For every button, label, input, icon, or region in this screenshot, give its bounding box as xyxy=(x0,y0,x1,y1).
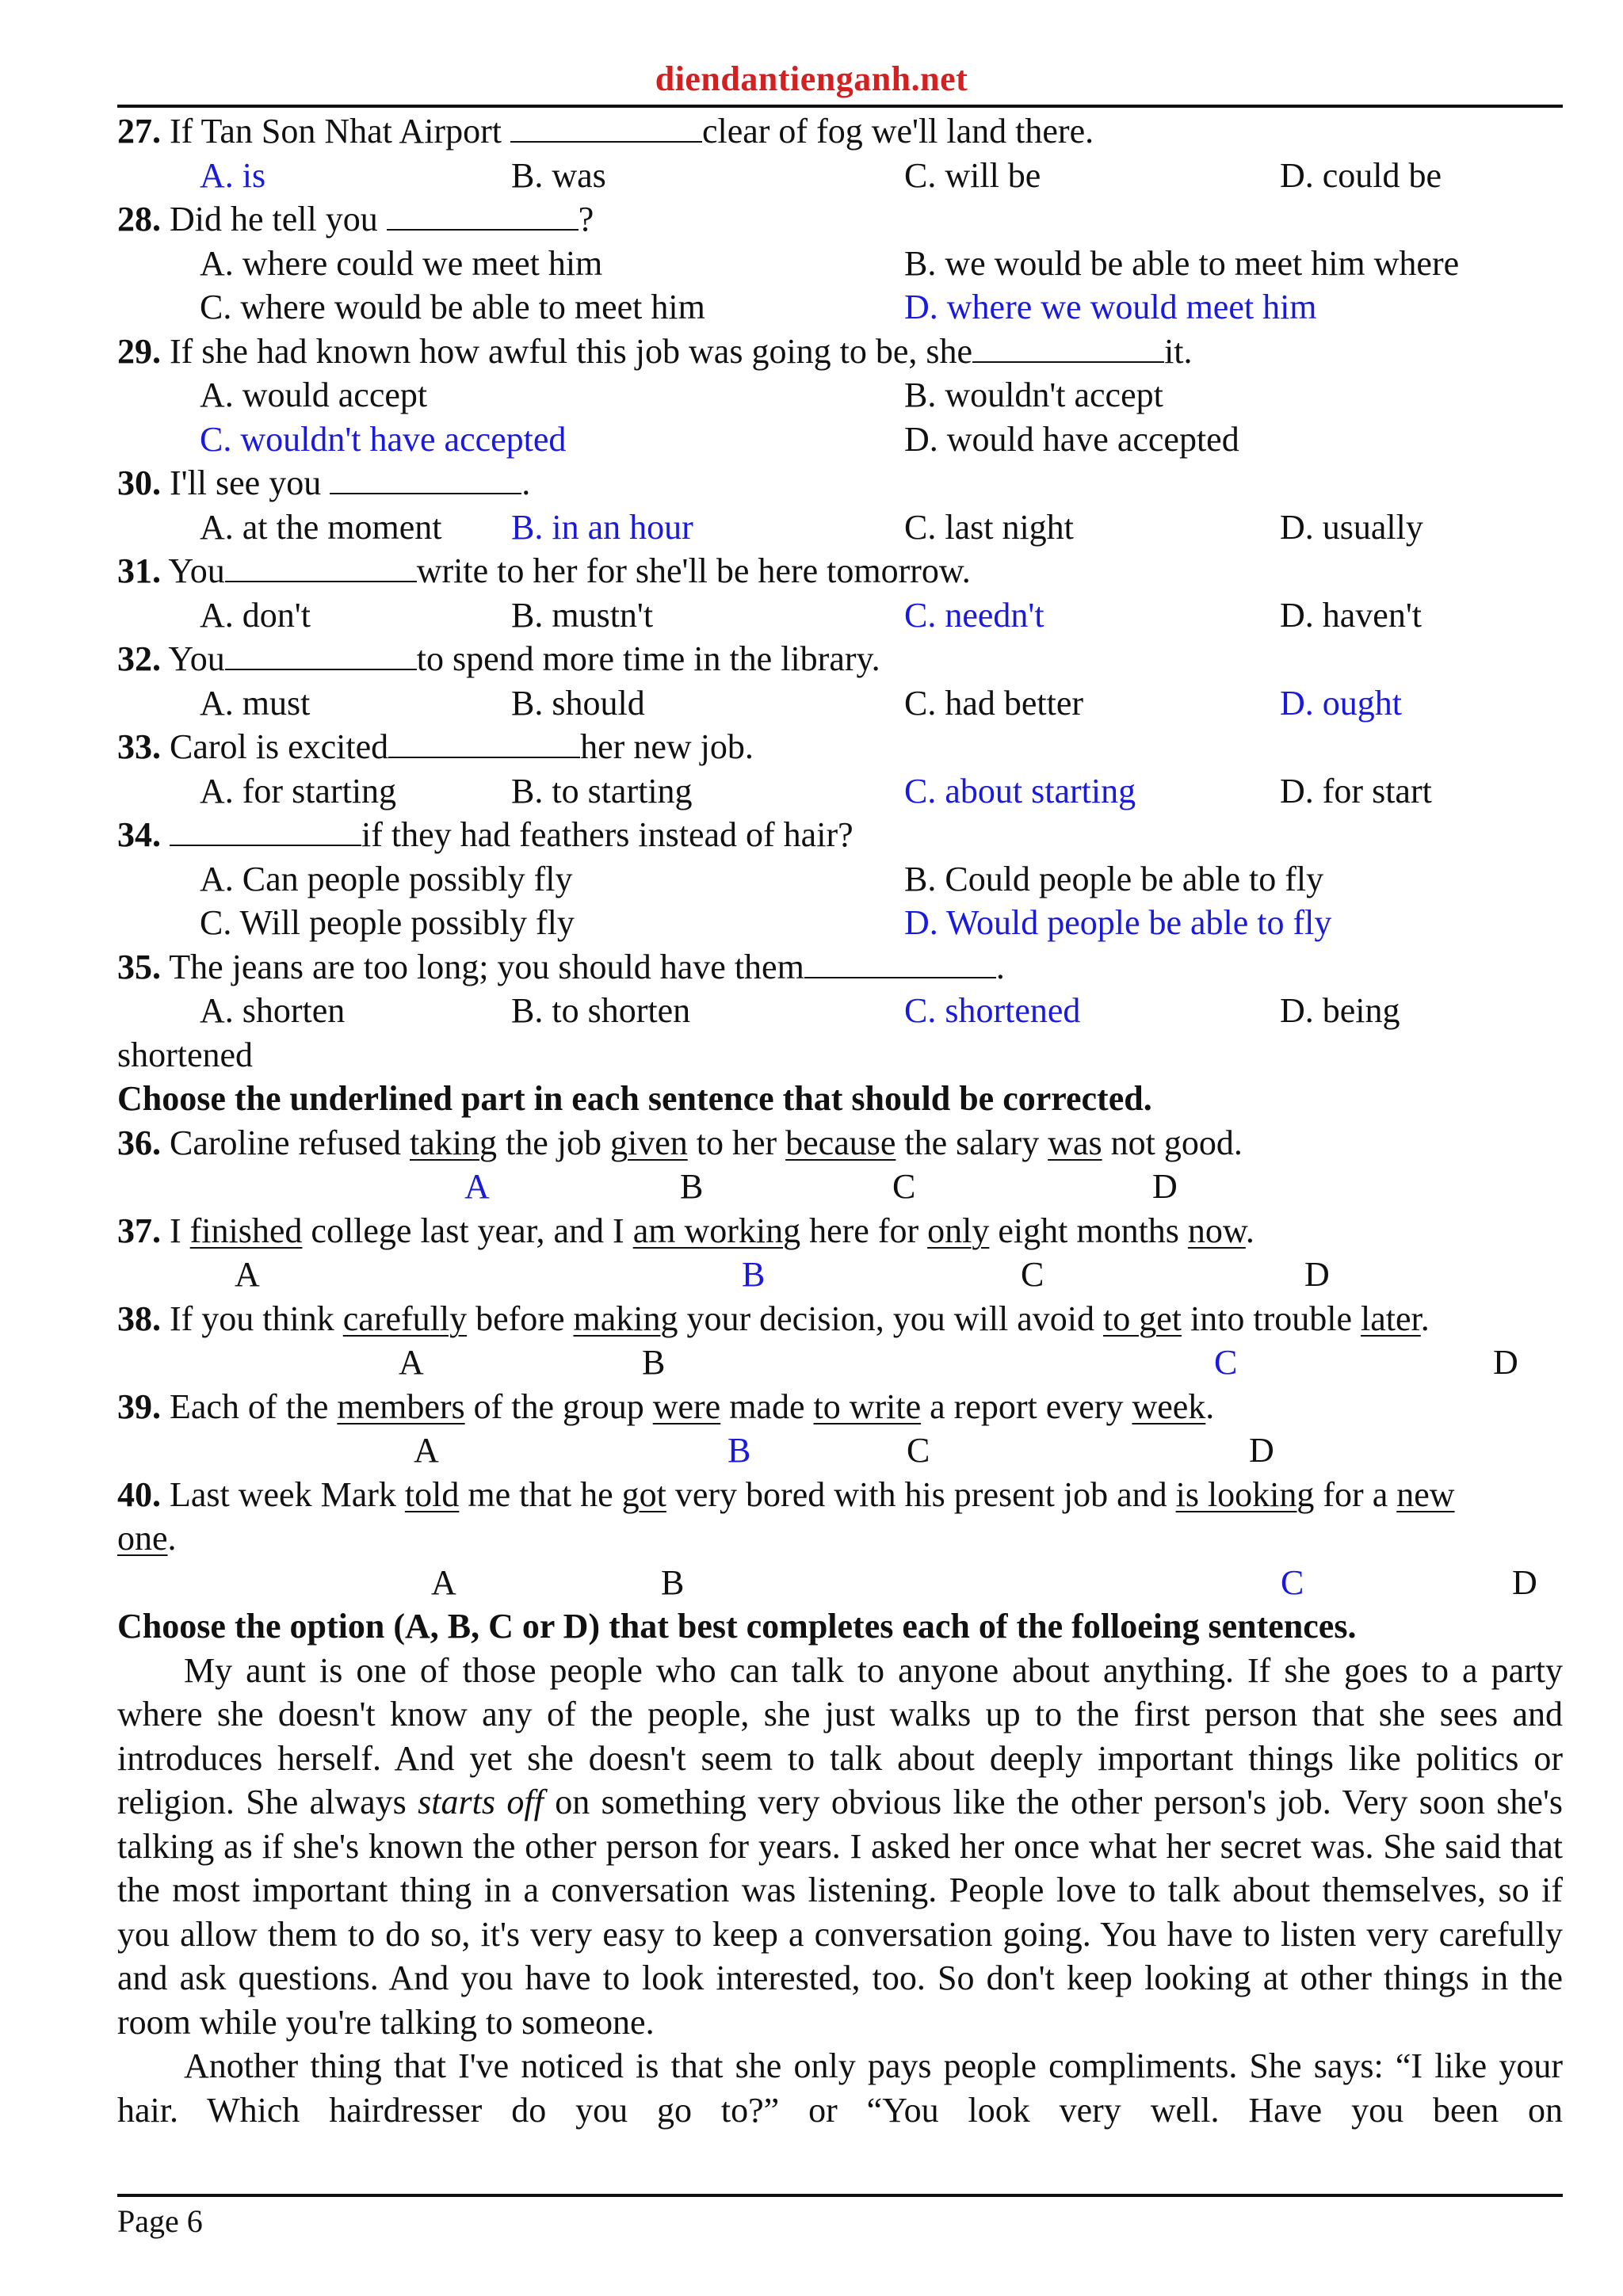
question-number: 28. xyxy=(117,200,161,238)
question-29: 29. If she had known how awful this job was going to be, she it. xyxy=(117,331,1193,371)
option-c: C. where would be able to meet him xyxy=(200,288,705,326)
option-c: C. had better xyxy=(904,683,1084,723)
options-28-cd xyxy=(117,285,1563,330)
option-c: C. about starting xyxy=(904,771,1136,810)
letter-b: B xyxy=(642,1343,666,1382)
underlined-part-c: because xyxy=(785,1123,896,1162)
letters-39 xyxy=(117,1428,1563,1473)
option-d: D. where we would meet him xyxy=(904,288,1317,326)
underlined-part-b: making xyxy=(573,1299,678,1338)
options-32 xyxy=(117,681,1563,726)
underlined-part-a: taking xyxy=(410,1123,497,1162)
underlined-part-d: week xyxy=(1132,1386,1206,1426)
question-34: 34. if they had feathers instead of hair? xyxy=(117,815,854,854)
letter-d: D xyxy=(1152,1167,1178,1206)
question-30: 30. I'll see you . xyxy=(117,463,531,502)
answer-blank xyxy=(972,331,1164,363)
options-28-ab xyxy=(117,242,1563,286)
option-d: D. for start xyxy=(1280,771,1432,810)
options-34-cd xyxy=(117,901,1563,945)
option-a: A. is xyxy=(200,155,266,195)
passage-paragraph-2: Another thing that I've noticed is that she only pays people compliments. She says: “I like your hair. Which hairdresser do you go to?” or “You look very well. Have you been on xyxy=(117,2046,1563,2130)
option-b: B. to shorten xyxy=(511,991,691,1030)
question-number: 30. xyxy=(117,463,161,502)
emphasized-phrase: starts off xyxy=(418,1783,544,1821)
question-number: 33. xyxy=(117,727,161,766)
letters-40 xyxy=(117,1561,1563,1605)
option-a: A. don't xyxy=(200,595,311,635)
answer-blank xyxy=(225,639,417,670)
options-33 xyxy=(117,769,1563,814)
option-d: D. being xyxy=(1280,991,1400,1030)
option-b: B. Could people be able to fly xyxy=(904,859,1324,898)
underlined-part-d: later xyxy=(1361,1299,1421,1338)
underlined-part-a: finished xyxy=(189,1211,303,1250)
site-title: diendantienganh.net xyxy=(655,59,968,98)
letter-a: A xyxy=(464,1167,490,1206)
question-number: 40. xyxy=(117,1474,161,1514)
underlined-part-c: is looking xyxy=(1175,1474,1315,1514)
question-number: 29. xyxy=(117,331,161,371)
question-35: 35. The jeans are too long; you should have them . xyxy=(117,947,1005,986)
letter-d: D xyxy=(1493,1343,1518,1382)
underlined-part-c: to write xyxy=(813,1386,922,1426)
question-36: 36. Caroline refused taking the job given to her because the salary was not good. xyxy=(117,1123,1243,1162)
option-d: D. Would people be able to fly xyxy=(904,903,1332,942)
option-b: B. in an hour xyxy=(511,507,693,547)
letter-a: A xyxy=(414,1431,439,1470)
footer-rule xyxy=(117,2194,1563,2197)
section-heading-reading: Choose the option (A, B, C or D) that best completes each of the folloeing sentences. xyxy=(117,1607,1357,1646)
question-number: 35. xyxy=(117,947,161,986)
letter-a: A xyxy=(399,1343,424,1382)
letter-d: D xyxy=(1304,1255,1330,1294)
option-a: A. where could we meet him xyxy=(200,243,603,283)
letters-36 xyxy=(117,1165,1563,1209)
underlined-part-d: new xyxy=(1396,1474,1455,1514)
question-number: 39. xyxy=(117,1386,161,1426)
answer-blank xyxy=(225,551,417,582)
options-34-ab xyxy=(117,857,1563,902)
letter-c: C xyxy=(1021,1255,1044,1294)
underlined-part-d: now xyxy=(1187,1211,1246,1250)
option-c: C. shortened xyxy=(904,991,1081,1030)
question-39: 39. Each of the members of the group were made to write a report every week. xyxy=(117,1386,1215,1426)
option-d: D. usually xyxy=(1280,507,1423,547)
answer-blank xyxy=(170,814,361,846)
option-a: A. for starting xyxy=(200,771,397,810)
question-27: 27. If Tan Son Nhat Airport clear of fog we'll land there. xyxy=(117,112,1094,151)
option-d: D. haven't xyxy=(1280,595,1422,635)
option-d: D. could be xyxy=(1280,155,1442,195)
option-c: C. last night xyxy=(904,507,1074,547)
answer-blank xyxy=(388,727,580,758)
underlined-part-d: was xyxy=(1048,1123,1102,1162)
question-33: 33. Carol is excited her new job. xyxy=(117,727,754,766)
options-29-ab xyxy=(117,373,1563,418)
option-b: B. was xyxy=(511,155,606,195)
option-d: D. would have accepted xyxy=(904,419,1239,459)
option-b: B. we would be able to meet him where xyxy=(904,243,1460,283)
letter-b: B xyxy=(742,1255,766,1294)
underlined-part-c: to get xyxy=(1102,1299,1182,1338)
answer-blank xyxy=(387,199,579,231)
letter-c: C xyxy=(892,1167,916,1206)
underlined-part-b: were xyxy=(652,1386,721,1426)
question-40: 40. Last week Mark told me that he got very bored with his present job and is looking for a new xyxy=(117,1474,1455,1514)
options-35-wrap xyxy=(117,1033,1563,1077)
option-a: A. at the moment xyxy=(200,507,442,547)
question-37: 37. I finished college last year, and I am working here for only eight months now. xyxy=(117,1211,1254,1250)
question-number: 32. xyxy=(117,639,161,678)
underlined-part-b: am working xyxy=(632,1211,801,1250)
letter-a: A xyxy=(235,1255,260,1294)
page-number: Page 6 xyxy=(117,2203,203,2239)
question-38: 38. If you think carefully before making your decision, you will avoid to get into trouble later. xyxy=(117,1299,1430,1338)
option-c: C. will be xyxy=(904,155,1041,195)
underlined-part-d-continued: one xyxy=(117,1519,168,1558)
letters-38 xyxy=(117,1341,1563,1385)
letter-c: C xyxy=(1281,1562,1304,1602)
letter-d: D xyxy=(1249,1431,1274,1470)
option-b: B. should xyxy=(511,683,645,723)
question-32: 32. You to spend more time in the library. xyxy=(117,639,880,678)
question-number: 36. xyxy=(117,1123,161,1162)
option-c: C. needn't xyxy=(904,595,1044,635)
question-28: 28. Did he tell you ? xyxy=(117,200,594,238)
option-a: A. must xyxy=(200,683,311,723)
letter-c: C xyxy=(907,1431,930,1470)
option-a: A. Can people possibly fly xyxy=(200,859,573,898)
question-31: 31. You write to her for she'll be here tomorrow. xyxy=(117,551,971,590)
option-b: B. mustn't xyxy=(511,595,654,635)
question-number: 34. xyxy=(117,815,161,854)
underlined-part-b: given xyxy=(609,1123,688,1162)
underlined-part-b: got xyxy=(621,1474,666,1514)
letter-d: D xyxy=(1512,1562,1537,1602)
option-d: D. ought xyxy=(1280,683,1402,723)
header-rule xyxy=(117,105,1563,108)
options-31 xyxy=(117,593,1563,638)
page-content xyxy=(117,109,1563,2132)
options-30 xyxy=(117,505,1563,550)
answer-blank xyxy=(804,947,996,978)
letter-b: B xyxy=(661,1562,685,1602)
question-number: 37. xyxy=(117,1211,161,1250)
option-c: C. Will people possibly fly xyxy=(200,903,575,942)
passage-paragraph-1: My aunt is one of those people who can talk to anyone about anything. If she goes to a party where she doesn't know any of the people, she just walks up to the first person that she sees and introduces herself. And yet she doesn't seem to talk about deeply important things like politics or religion. She always starts off on something very obvious like the other person's job. Very soon she's talking as if she's known the other person for years. I asked her once what her secret was. She said that the most important thing in a conversation was listening. People love to talk about themselves, so if you allow them to do so, it's very easy to keep a conversation going. You have to listen very carefully and ask questions. And you have to look interested, too. So don't keep looking at other things in the room while you're talking to someone. xyxy=(117,1650,1564,2042)
underlined-part-a: told xyxy=(404,1474,460,1514)
letter-c: C xyxy=(1214,1343,1238,1382)
answer-blank xyxy=(510,111,702,143)
question-number: 38. xyxy=(117,1299,161,1338)
question-40-wrap: one. xyxy=(117,1519,177,1558)
option-b: B. to starting xyxy=(511,771,693,810)
letter-a: A xyxy=(431,1562,456,1602)
letters-37 xyxy=(117,1253,1563,1297)
question-number: 27. xyxy=(117,112,161,151)
options-35 xyxy=(117,989,1563,1033)
options-29-cd xyxy=(117,418,1563,462)
question-number: 31. xyxy=(117,551,161,590)
underlined-part-a: members xyxy=(337,1386,465,1426)
option-c: C. wouldn't have accepted xyxy=(200,419,567,459)
underlined-part-a: carefully xyxy=(342,1299,468,1338)
section-heading-error-correction: Choose the underlined part in each sentence that should be corrected. xyxy=(117,1079,1152,1118)
option-b: B. wouldn't accept xyxy=(904,376,1163,414)
option-a: A. shorten xyxy=(200,991,346,1030)
letter-b: B xyxy=(727,1431,751,1470)
answer-blank xyxy=(330,463,521,494)
option-a: A. would accept xyxy=(200,376,428,414)
underlined-part-c: only xyxy=(927,1211,990,1250)
option-d-continued: shortened xyxy=(117,1035,254,1074)
options-27 xyxy=(117,154,1563,198)
letter-b: B xyxy=(680,1167,704,1206)
